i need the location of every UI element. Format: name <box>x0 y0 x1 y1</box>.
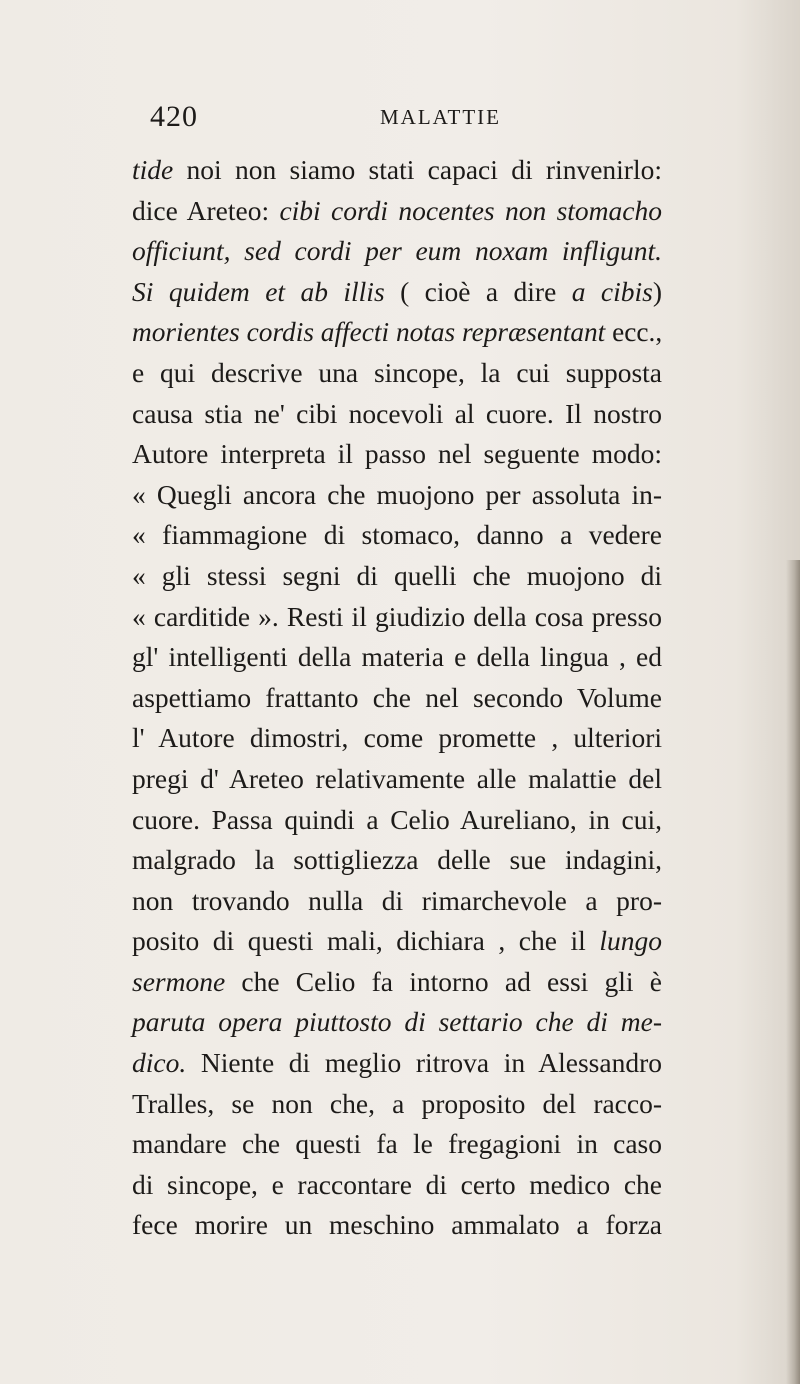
text-line <box>132 556 662 597</box>
text-segment: non trovando nulla di rimarchevole a pro- <box>132 884 662 916</box>
text-segment: posito di questi mali, dichiara , che il <box>132 925 600 957</box>
text-segment: che Celio fa intorno ad essi gli è <box>225 965 662 997</box>
text-line <box>132 921 662 962</box>
text-segment: cuore. Passa quindi a Celio Aureliano, in cui, <box>132 803 662 835</box>
text-segment: causa stia ne' cibi nocevoli al cuore. Il nostro <box>132 397 662 429</box>
text-line <box>132 312 662 353</box>
text-line <box>132 434 662 475</box>
italic-text: paruta opera piuttosto di settario che di me- <box>132 1006 662 1038</box>
italic-text: a cibis <box>571 275 653 307</box>
text-line <box>132 1124 662 1165</box>
text-segment: « gli stessi segni di quelli che muojono di <box>132 559 662 591</box>
italic-text: dico. <box>132 1047 187 1079</box>
text-line <box>132 475 662 516</box>
text-line <box>132 962 662 1003</box>
text-segment: l' Autore dimostri, come promette , ulteriori <box>132 722 662 754</box>
italic-text: morientes cordis affecti notas repræsentant <box>132 316 606 348</box>
text-segment: Autore interpreta il passo nel seguente modo: <box>132 438 662 470</box>
text-segment: « carditide ». Resti il giudizio della cosa presso <box>132 600 662 632</box>
text-segment: noi non siamo stati capaci di rinvenirlo: <box>173 154 662 185</box>
text-line <box>132 1002 662 1043</box>
text-segment: aspettiamo frattanto che nel secondo Volume <box>132 681 662 713</box>
text-line <box>132 1165 662 1206</box>
text-segment: di sincope, e raccontare di certo medico che <box>132 1168 662 1200</box>
text-segment: fece morire un meschino ammalato a forza <box>132 1209 662 1241</box>
italic-text: lungo <box>599 925 662 957</box>
text-line <box>132 718 662 759</box>
italic-text: Si quidem et ab illis <box>132 275 385 307</box>
text-segment: gl' intelligenti della materia e della lingua , ed <box>132 641 662 673</box>
text-line <box>132 191 662 232</box>
text-line <box>132 840 662 881</box>
text-line <box>132 1084 662 1125</box>
text-line <box>132 678 662 719</box>
text-segment: Tralles, se non che, a proposito del racco- <box>132 1087 662 1119</box>
text-line <box>132 1043 662 1084</box>
page-header <box>150 100 670 136</box>
text-line <box>132 597 662 638</box>
italic-text: officiunt, sed cordi per eum noxam infligunt. <box>132 235 662 267</box>
text-line <box>132 231 662 272</box>
text-line <box>132 394 662 435</box>
text-segment: ) <box>652 275 662 307</box>
text-line <box>132 150 662 191</box>
page-edge-shadow <box>786 560 800 1384</box>
text-line <box>132 272 662 313</box>
text-segment: ecc., <box>605 316 663 348</box>
text-line <box>132 637 662 678</box>
text-segment: Niente di meglio ritrova in Alessandro <box>186 1047 662 1079</box>
text-segment: dice Areteo: <box>132 194 280 226</box>
text-line <box>132 1205 662 1246</box>
text-line <box>132 881 662 922</box>
text-segment: « fiammagione di stomaco, danno a vedere <box>132 519 662 551</box>
text-line <box>132 515 662 556</box>
text-line <box>132 759 662 800</box>
italic-text: tide <box>132 154 174 185</box>
text-segment: mandare che questi fa le fregagioni in caso <box>132 1128 662 1160</box>
running-head: MALATTIE <box>380 105 501 129</box>
italic-text: cibi cordi nocentes non stomacho <box>279 194 662 226</box>
text-line <box>132 353 662 394</box>
text-segment: malgrado la sottigliezza delle sue indagini, <box>132 844 662 876</box>
body-text <box>132 150 662 1246</box>
page-number: 420 <box>150 100 198 133</box>
text-line <box>132 800 662 841</box>
text-segment: « Quegli ancora che muojono per assoluta in- <box>132 478 662 510</box>
text-segment: pregi d' Areteo relativamente alle malattie del <box>132 762 662 794</box>
italic-text: sermone <box>132 965 226 997</box>
text-segment: e qui descrive una sincope, la cui supposta <box>132 356 662 388</box>
text-segment: ( cioè a dire <box>384 275 572 307</box>
